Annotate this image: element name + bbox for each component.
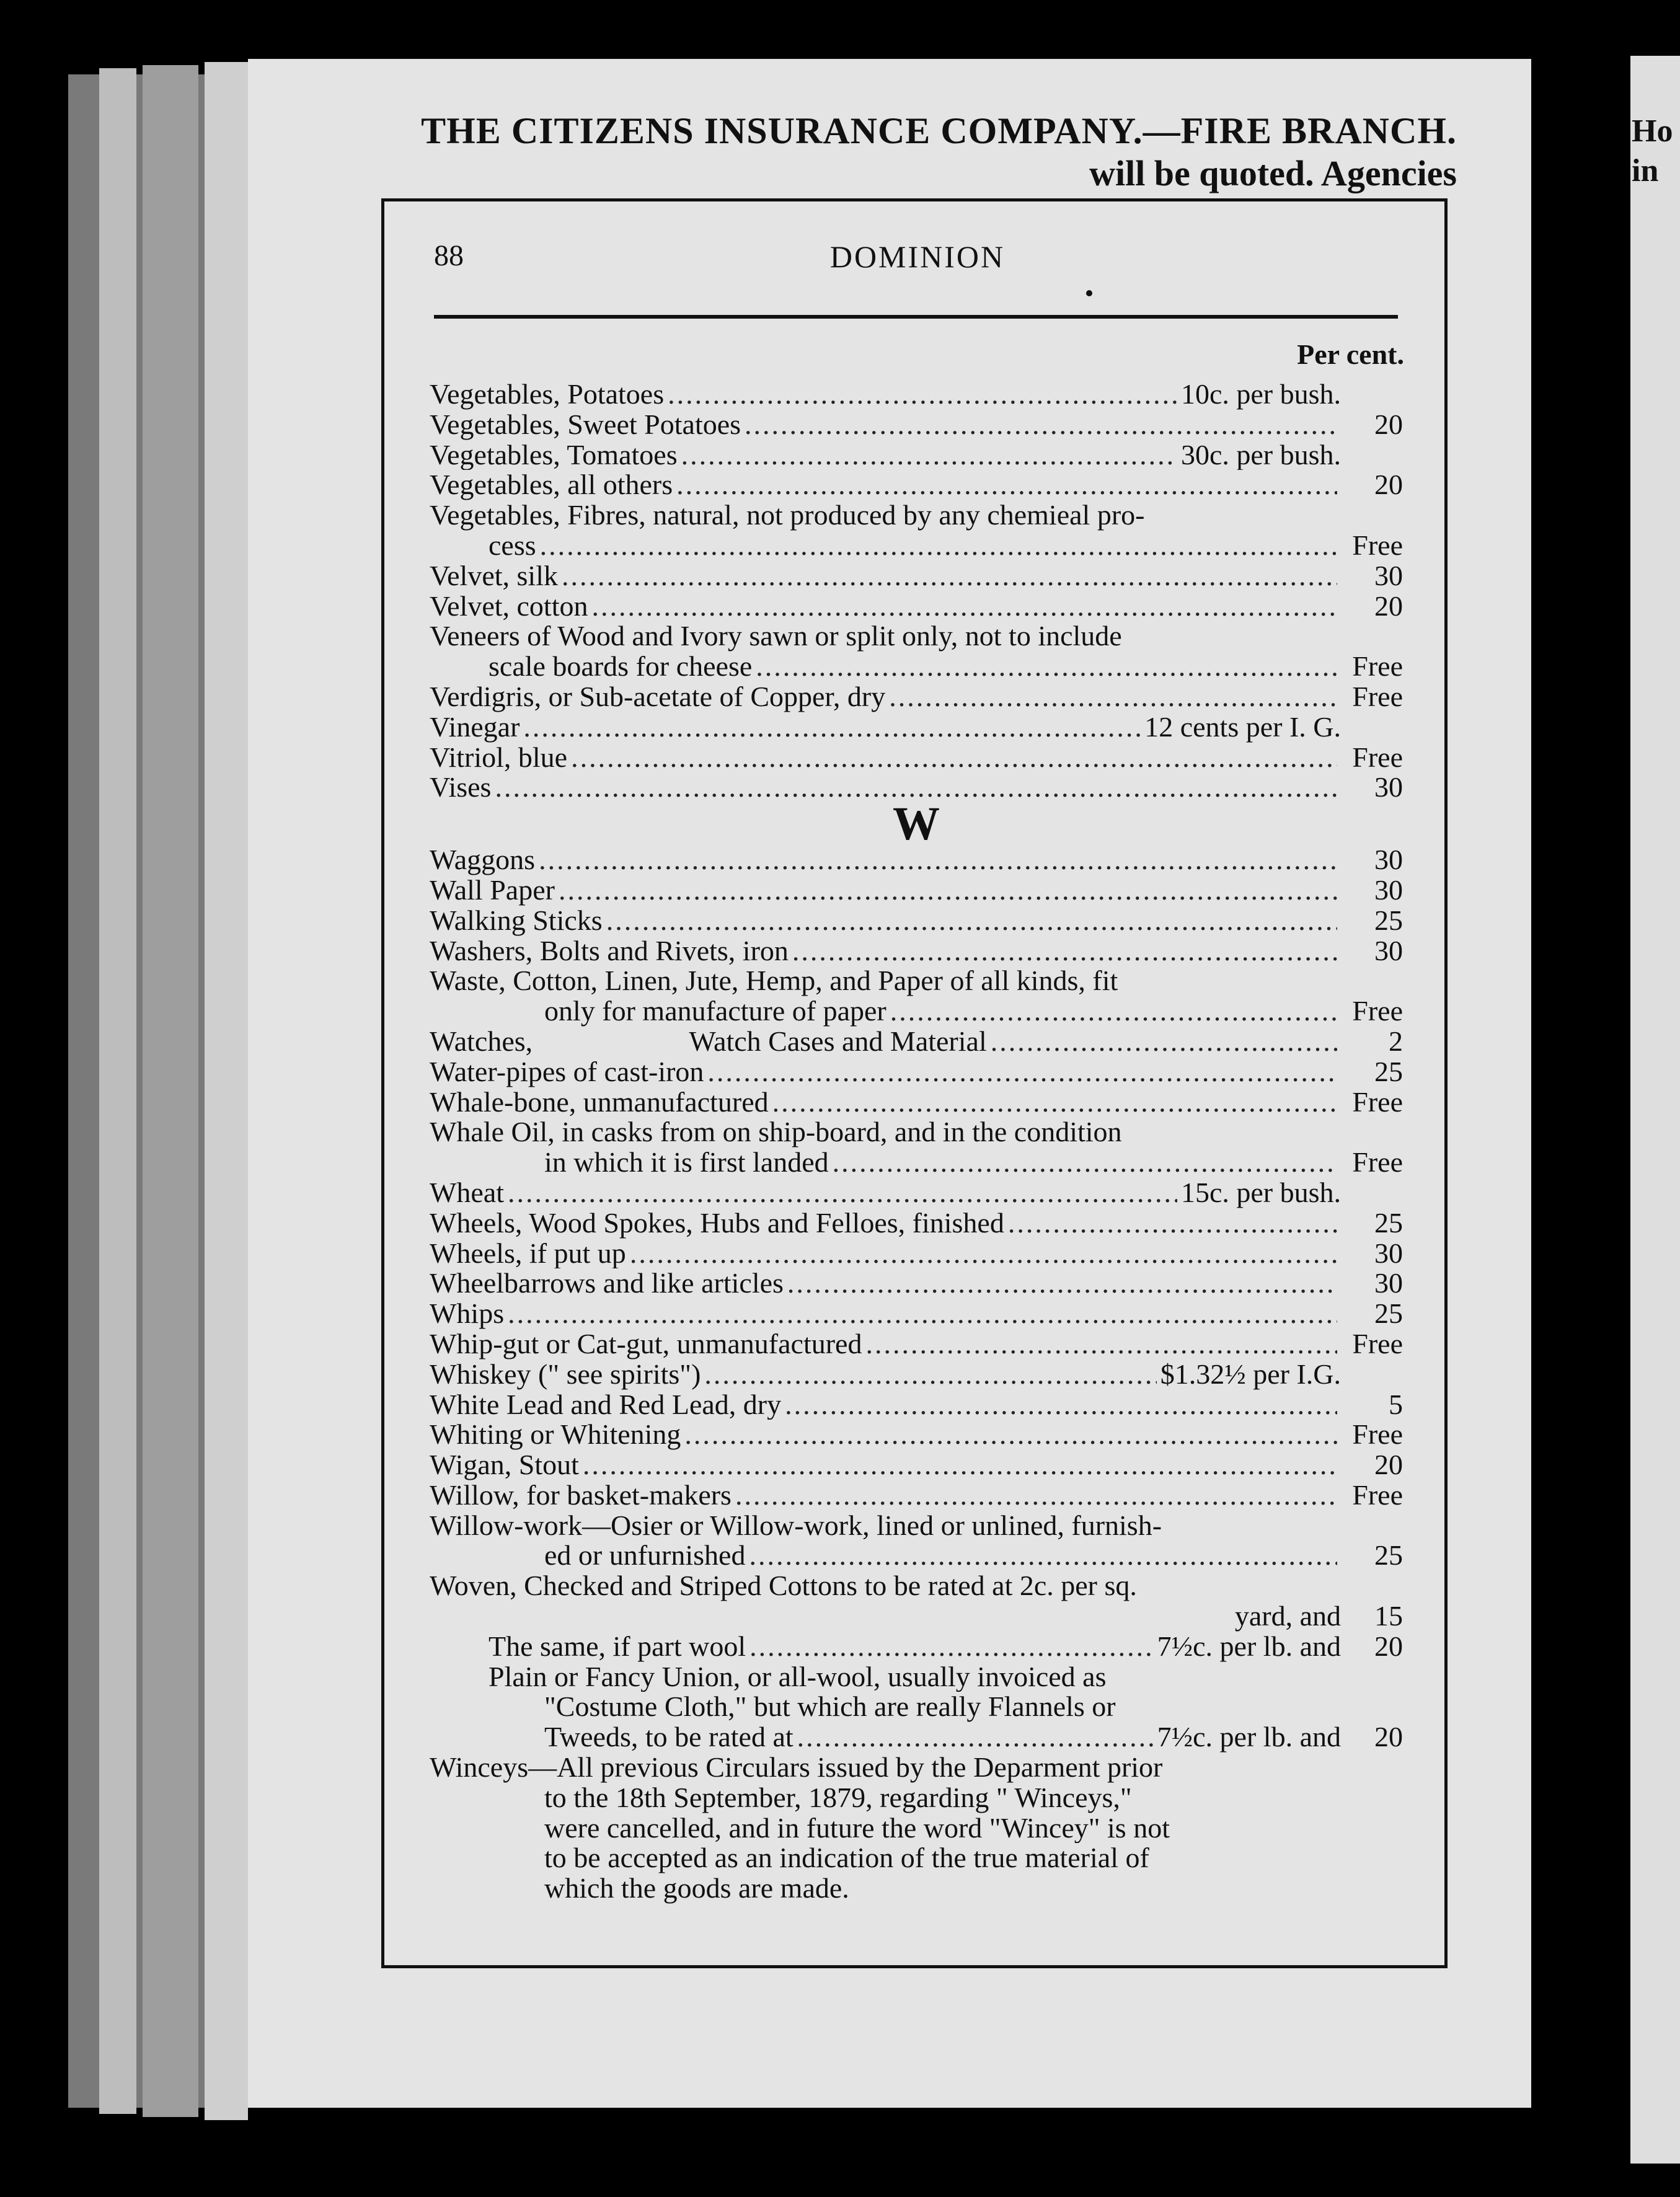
dot-leader xyxy=(592,591,1338,622)
tariff-row xyxy=(430,1057,1403,1087)
item-name: only for manufacture of paper xyxy=(544,996,886,1027)
item-name: Velvet, cotton xyxy=(430,591,588,622)
specific-rate: 7½c. per lb. and xyxy=(1157,1631,1341,1662)
specific-rate: 7½c. per lb. and xyxy=(1157,1722,1341,1753)
percent-value: Free xyxy=(1352,1087,1403,1118)
item-name: Velvet, silk xyxy=(430,560,558,591)
specific-rate: 10c. per bush. xyxy=(1180,379,1341,410)
item-name: Plain or Fancy Union, or all-wool, usually invoiced as xyxy=(489,1661,1107,1692)
percent-value: 15 xyxy=(1374,1601,1403,1632)
tariff-row xyxy=(430,1329,1403,1359)
dot-leader xyxy=(539,845,1337,875)
dot-leader xyxy=(681,440,1177,471)
tariff-row xyxy=(430,1390,1403,1420)
header-rule xyxy=(434,315,1398,319)
tariff-row xyxy=(430,621,1403,652)
item-name: Walking Sticks xyxy=(430,905,603,936)
dot-leader xyxy=(668,379,1177,410)
advertising-banner-line2: will be quoted. Agencies xyxy=(1089,153,1457,193)
tariff-row xyxy=(430,1420,1403,1450)
percent-value: 2 xyxy=(1389,1026,1403,1057)
tariff-row xyxy=(430,1450,1403,1480)
tariff-row xyxy=(430,561,1403,591)
item-name: Water-pipes of cast-iron xyxy=(430,1056,704,1087)
tariff-row xyxy=(430,682,1403,712)
tariff-row xyxy=(430,379,1403,410)
tariff-row xyxy=(430,1027,1403,1057)
percent-value xyxy=(1341,379,1403,410)
item-name: Wheat xyxy=(430,1177,505,1208)
page-number: 88 xyxy=(434,239,464,272)
item-name: Vegetables, Fibres, natural, not produced by any chemieal pro- xyxy=(430,500,1145,531)
tariff-row xyxy=(430,845,1403,875)
dot-leader xyxy=(735,1480,1337,1511)
specific-rate: $1.32½ per I.G. xyxy=(1160,1359,1341,1390)
percent-value: 25 xyxy=(1374,1208,1403,1239)
dot-leader xyxy=(890,996,1337,1027)
tariff-row xyxy=(430,996,1403,1027)
percent-value: 20 xyxy=(1374,470,1403,501)
tariff-row xyxy=(430,1601,1403,1632)
percent-value: Free xyxy=(1352,1480,1403,1511)
percent-value: Free xyxy=(1352,1420,1403,1451)
tariff-row xyxy=(430,1783,1403,1813)
dot-leader xyxy=(785,1390,1337,1420)
percent-value xyxy=(1341,1178,1403,1208)
dot-leader xyxy=(745,410,1337,440)
item-name: yard, and xyxy=(1234,1601,1341,1632)
percent-value: 5 xyxy=(1389,1389,1403,1420)
item-name: Woven, Checked and Striped Cottons to be rated at 2c. per sq. xyxy=(430,1571,1137,1602)
tariff-row xyxy=(430,1087,1403,1118)
item-name: Whiskey (" see spirits") xyxy=(430,1359,701,1390)
item-name: Waste, Cotton, Linen, Jute, Hemp, and Paper of all kinds, fit xyxy=(430,966,1118,997)
item-name: Whale Oil, in casks from on ship-board, and in the condition xyxy=(430,1117,1122,1148)
tariff-list xyxy=(430,379,1403,1904)
tariff-row xyxy=(430,1753,1403,1783)
item-name: Tweeds, to be rated at xyxy=(544,1722,794,1753)
tariff-row xyxy=(430,1239,1403,1269)
percent-value: 30 xyxy=(1374,772,1403,803)
item-name: Wheels, Wood Spokes, Hubs and Felloes, finished xyxy=(430,1208,1004,1239)
dot-leader xyxy=(787,1268,1337,1299)
dot-leader xyxy=(508,1299,1337,1329)
item-name: which the goods are made. xyxy=(544,1873,849,1904)
percent-value: Free xyxy=(1352,1147,1403,1178)
item-name: Waggons xyxy=(430,845,536,875)
percent-value: 20 xyxy=(1374,1450,1403,1480)
page-stack-edge xyxy=(99,68,136,2114)
item-name: Vegetables, Sweet Potatoes xyxy=(430,409,741,440)
row-spacer xyxy=(430,1601,1235,1632)
tariff-row xyxy=(430,1480,1403,1511)
percent-value: 20 xyxy=(1374,1631,1403,1662)
specific-rate: 12 cents per I. G. xyxy=(1144,712,1341,743)
tariff-row xyxy=(430,1571,1403,1601)
dot-leader xyxy=(772,1087,1337,1118)
dot-leader xyxy=(749,1632,1153,1662)
item-name: Washers, Bolts and Rivets, iron xyxy=(430,935,789,966)
tariff-row xyxy=(430,1662,1403,1692)
percent-value: 30 xyxy=(1374,560,1403,591)
dot-leader xyxy=(797,1722,1154,1753)
tariff-row xyxy=(430,652,1403,682)
item-name: Whips xyxy=(430,1299,505,1329)
item-name: to the 18th September, 1879, regarding " Winceys," xyxy=(544,1782,1132,1813)
dot-leader xyxy=(684,1420,1337,1450)
tariff-row xyxy=(430,1873,1403,1904)
dot-leader xyxy=(508,1178,1177,1208)
percent-value: 25 xyxy=(1374,1299,1403,1329)
item-name: Vegetables, Tomatoes xyxy=(430,440,678,471)
dot-leader xyxy=(495,772,1337,803)
tariff-row xyxy=(430,1178,1403,1208)
item-name: Verdigris, or Sub-acetate of Copper, dry xyxy=(430,681,886,712)
item-name: Vitriol, blue xyxy=(430,742,568,773)
tariff-row xyxy=(430,1299,1403,1329)
item-name: Vinegar xyxy=(430,712,520,743)
tariff-row xyxy=(430,875,1403,906)
item-name: Wheelbarrows and like articles xyxy=(430,1268,784,1299)
next-page-sheet xyxy=(1630,56,1680,2164)
dot-leader xyxy=(991,1027,1337,1057)
tariff-row xyxy=(430,531,1403,561)
tariff-row xyxy=(430,1117,1403,1147)
tariff-row xyxy=(430,772,1403,803)
item-name: Veneers of Wood and Ivory sawn or split only, not to include xyxy=(430,621,1122,652)
dot-leader xyxy=(571,743,1337,773)
percent-value: 25 xyxy=(1374,1541,1403,1571)
dot-leader xyxy=(676,470,1337,500)
dot-leader xyxy=(583,1450,1337,1480)
tariff-row xyxy=(430,470,1403,500)
item-name: Whale-bone, unmanufactured xyxy=(430,1087,769,1118)
tariff-row xyxy=(430,712,1403,743)
percent-value: Free xyxy=(1352,742,1403,773)
percent-value: 20 xyxy=(1374,1722,1403,1753)
tariff-row xyxy=(430,936,1403,966)
tariff-row xyxy=(430,1511,1403,1541)
dot-leader xyxy=(523,712,1141,743)
item-name: Willow, for basket-makers xyxy=(430,1480,732,1511)
tariff-row xyxy=(430,1147,1403,1178)
percent-value: 30 xyxy=(1374,1268,1403,1299)
running-title: DOMINION xyxy=(829,239,1006,274)
tariff-row xyxy=(430,1541,1403,1571)
dot-leader xyxy=(749,1541,1337,1571)
percent-value: Free xyxy=(1352,681,1403,712)
item-name: The same, if part wool xyxy=(489,1631,746,1662)
percent-value: 30 xyxy=(1374,1238,1403,1269)
dot-leader xyxy=(756,652,1337,682)
dot-leader xyxy=(707,1057,1337,1087)
dot-leader xyxy=(562,561,1337,591)
specific-rate: 15c. per bush. xyxy=(1180,1177,1341,1208)
item-name: Vises xyxy=(430,772,492,803)
percent-value: 25 xyxy=(1374,1056,1403,1087)
percent-value: Free xyxy=(1352,652,1403,682)
percent-value: Free xyxy=(1352,530,1403,561)
column-header: Per cent. xyxy=(1297,338,1404,370)
item-name: scale boards for cheese xyxy=(489,652,753,682)
tariff-row xyxy=(430,1813,1403,1844)
tariff-row xyxy=(430,1359,1403,1390)
item-name: were cancelled, and in future the word "Wincey" is not xyxy=(544,1813,1170,1844)
tariff-row xyxy=(430,1843,1403,1873)
item-name: Willow-work—Osier or Willow-work, lined or unlined, furnish- xyxy=(430,1510,1162,1541)
ornament-dot xyxy=(1086,290,1092,296)
percent-value: 20 xyxy=(1374,591,1403,622)
dot-leader xyxy=(606,906,1337,936)
percent-value: Free xyxy=(1352,996,1403,1027)
tariff-row xyxy=(430,966,1403,996)
percent-value: 30 xyxy=(1374,935,1403,966)
item-name: Wheels, if put up xyxy=(430,1238,626,1269)
page-stack-edge xyxy=(143,65,198,2117)
tariff-row xyxy=(430,1632,1403,1662)
tariff-row xyxy=(430,500,1403,531)
item-name: Vegetables, Potatoes xyxy=(430,379,665,410)
dot-leader xyxy=(833,1147,1337,1178)
item-name: Wigan, Stout xyxy=(430,1450,579,1480)
percent-value: 25 xyxy=(1374,905,1403,936)
percent-value: 20 xyxy=(1374,409,1403,440)
item-name: to be accepted as an indication of the true material of xyxy=(544,1843,1149,1874)
dot-leader xyxy=(792,936,1337,966)
dot-leader xyxy=(889,682,1337,712)
percent-value xyxy=(1341,440,1403,471)
percent-value: Free xyxy=(1352,1328,1403,1359)
item-name: ed or unfurnished xyxy=(544,1541,746,1571)
tariff-row xyxy=(430,1268,1403,1299)
item-name: in which it is first landed xyxy=(544,1147,829,1178)
item-name: Whip-gut or Cat-gut, unmanufactured xyxy=(430,1328,862,1359)
tariff-row xyxy=(430,410,1403,440)
page-stack-edge xyxy=(205,62,248,2120)
item-name: cess xyxy=(489,530,536,561)
percent-value xyxy=(1341,712,1403,743)
tariff-row xyxy=(430,591,1403,622)
tariff-row xyxy=(430,1208,1403,1239)
item-name: Wall Paper xyxy=(430,875,555,906)
item-name: White Lead and Red Lead, dry xyxy=(430,1389,782,1420)
percent-value xyxy=(1341,1359,1403,1390)
tariff-row xyxy=(430,440,1403,471)
item-name: Vegetables, all others xyxy=(430,470,673,501)
specific-rate: 30c. per bush. xyxy=(1180,440,1341,471)
dot-leader xyxy=(559,875,1337,906)
advertising-banner: THE CITIZENS INSURANCE COMPANY.—FIRE BRANCH. xyxy=(421,110,1457,151)
dot-leader xyxy=(704,1359,1156,1390)
section-heading: W xyxy=(893,803,940,846)
next-page-fragment: Ho in xyxy=(1632,113,1673,188)
book-gutter xyxy=(1531,59,1630,2167)
percent-value: 30 xyxy=(1374,875,1403,906)
dot-leader xyxy=(540,531,1337,561)
percent-value: 30 xyxy=(1374,845,1403,875)
dot-leader xyxy=(865,1329,1337,1359)
tariff-row xyxy=(430,1692,1403,1722)
tariff-row xyxy=(430,743,1403,773)
tariff-row xyxy=(430,1722,1403,1753)
tariff-row xyxy=(430,906,1403,936)
item-name: Watches, Watch Cases and Material xyxy=(430,1026,987,1057)
item-name: Winceys—All previous Circulars issued by the Deparment prior xyxy=(430,1753,1163,1783)
dot-leader xyxy=(1008,1208,1337,1239)
item-name: Whiting or Whitening xyxy=(430,1420,681,1451)
item-name: "Costume Cloth," but which are really Flannels or xyxy=(544,1692,1116,1723)
dot-leader xyxy=(630,1239,1337,1269)
